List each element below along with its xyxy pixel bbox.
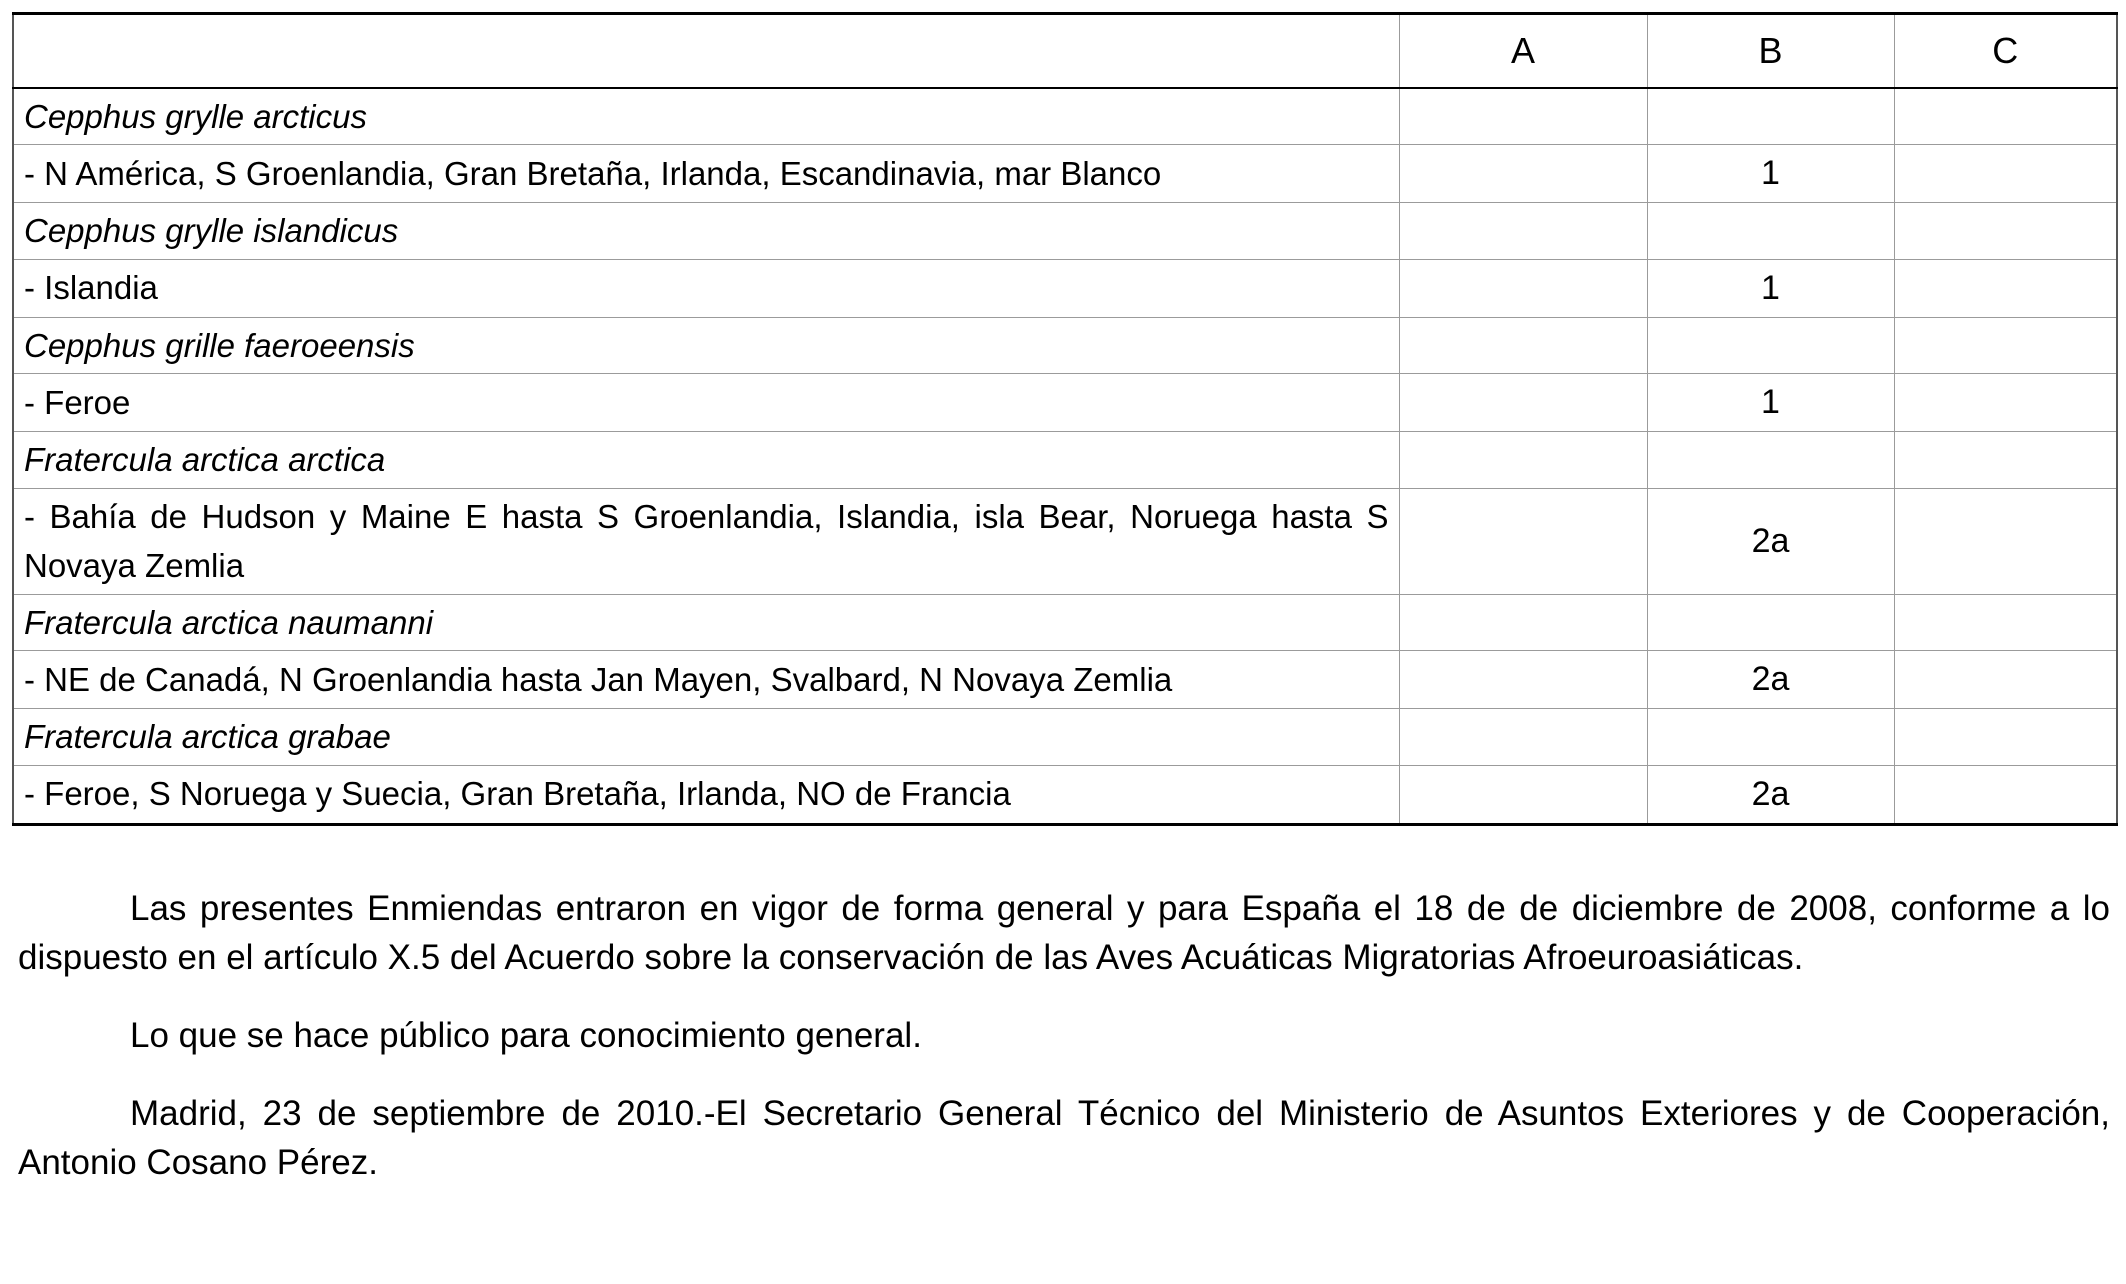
column-b-value-cell	[1647, 203, 1894, 260]
column-c-value-cell	[1894, 374, 2117, 432]
column-a-value-cell	[1399, 432, 1647, 489]
distribution-cell: - Feroe, S Noruega y Suecia, Gran Bretaña, Irlanda, NO de Francia	[13, 765, 1399, 824]
distribution-cell: - Feroe	[13, 374, 1399, 432]
column-a-value-cell	[1399, 594, 1647, 651]
column-a-value-cell	[1399, 317, 1647, 374]
distribution-cell: - Bahía de Hudson y Maine E hasta S Groenlandia, Islandia, isla Bear, Noruega hasta S Novaya Zemlia	[13, 488, 1399, 594]
column-a-value-cell	[1399, 374, 1647, 432]
distribution-cell: - NE de Canadá, N Groenlandia hasta Jan Mayen, Svalbard, N Novaya Zemlia	[13, 651, 1399, 709]
column-a-value-cell	[1399, 145, 1647, 203]
table-head	[13, 14, 2117, 88]
column-b-value-cell	[1647, 317, 1894, 374]
column-a-value-cell	[1399, 88, 1647, 145]
column-c-value-cell	[1894, 651, 2117, 709]
column-b-value-cell: 1	[1647, 374, 1894, 432]
paragraph-signature: Madrid, 23 de septiembre de 2010.-El Secretario General Técnico del Ministerio de Asuntos Exteriores y de Cooperación, Antonio Cosano Pérez.	[18, 1093, 2110, 1183]
table-row	[13, 317, 2117, 374]
table-row	[13, 203, 2117, 260]
column-a-value-cell	[1399, 203, 1647, 260]
column-c-value-cell	[1894, 765, 2117, 824]
column-c-value-cell	[1894, 594, 2117, 651]
distribution-cell: - Islandia	[13, 259, 1399, 317]
table-row	[13, 709, 2117, 766]
table-row	[13, 594, 2117, 651]
text-block	[18, 884, 2110, 1188]
table-row	[13, 259, 2117, 317]
species-name-cell: Fratercula arctica grabae	[13, 709, 1399, 766]
species-name-cell: Cepphus grille faeroeensis	[13, 317, 1399, 374]
table-row	[13, 145, 2117, 203]
column-c-value-cell	[1894, 709, 2117, 766]
table-row	[13, 374, 2117, 432]
header-cell-a: A	[1399, 14, 1647, 88]
column-a-value-cell	[1399, 259, 1647, 317]
column-c-value-cell	[1894, 259, 2117, 317]
column-a-value-cell	[1399, 765, 1647, 824]
table-row	[13, 651, 2117, 709]
column-b-value-cell: 1	[1647, 259, 1894, 317]
species-name-cell: Cepphus grylle arcticus	[13, 88, 1399, 145]
species-name-cell: Fratercula arctica arctica	[13, 432, 1399, 489]
table-row	[13, 488, 2117, 594]
column-c-value-cell	[1894, 203, 2117, 260]
paragraph-entry-into-force: Las presentes Enmiendas entraron en vigor de forma general y para España el 18 de de diciembre de 2008, conforme a lo dispuesto en el artículo X.5 del Acuerdo sobre la conservación de las Aves Acuáticas Migratorias Afroeuroasiáticas.	[18, 888, 2110, 978]
distribution-cell: - N América, S Groenlandia, Gran Bretaña, Irlanda, Escandinavia, mar Blanco	[13, 145, 1399, 203]
column-c-value-cell	[1894, 88, 2117, 145]
column-b-value-cell	[1647, 432, 1894, 489]
table-body	[13, 88, 2117, 825]
species-name-cell: Cepphus grylle islandicus	[13, 203, 1399, 260]
column-b-value-cell: 2a	[1647, 488, 1894, 594]
table-row	[13, 765, 2117, 824]
column-b-value-cell: 1	[1647, 145, 1894, 203]
paragraph-public-notice: Lo que se hace público para conocimiento general.	[130, 1015, 922, 1055]
table-row	[13, 88, 2117, 145]
column-c-value-cell	[1894, 317, 2117, 374]
column-c-value-cell	[1894, 432, 2117, 489]
column-b-value-cell: 2a	[1647, 765, 1894, 824]
column-a-value-cell	[1399, 651, 1647, 709]
column-a-value-cell	[1399, 488, 1647, 594]
species-table	[12, 12, 2118, 826]
column-b-value-cell	[1647, 594, 1894, 651]
header-cell-b: B	[1647, 14, 1894, 88]
column-b-value-cell	[1647, 709, 1894, 766]
header-cell-empty	[13, 14, 1399, 88]
species-name-cell: Fratercula arctica naumanni	[13, 594, 1399, 651]
column-b-value-cell: 2a	[1647, 651, 1894, 709]
table-row	[13, 432, 2117, 489]
column-c-value-cell	[1894, 488, 2117, 594]
column-a-value-cell	[1399, 709, 1647, 766]
column-b-value-cell	[1647, 88, 1894, 145]
header-cell-c: C	[1894, 14, 2117, 88]
table-header-row	[13, 14, 2117, 88]
column-c-value-cell	[1894, 145, 2117, 203]
